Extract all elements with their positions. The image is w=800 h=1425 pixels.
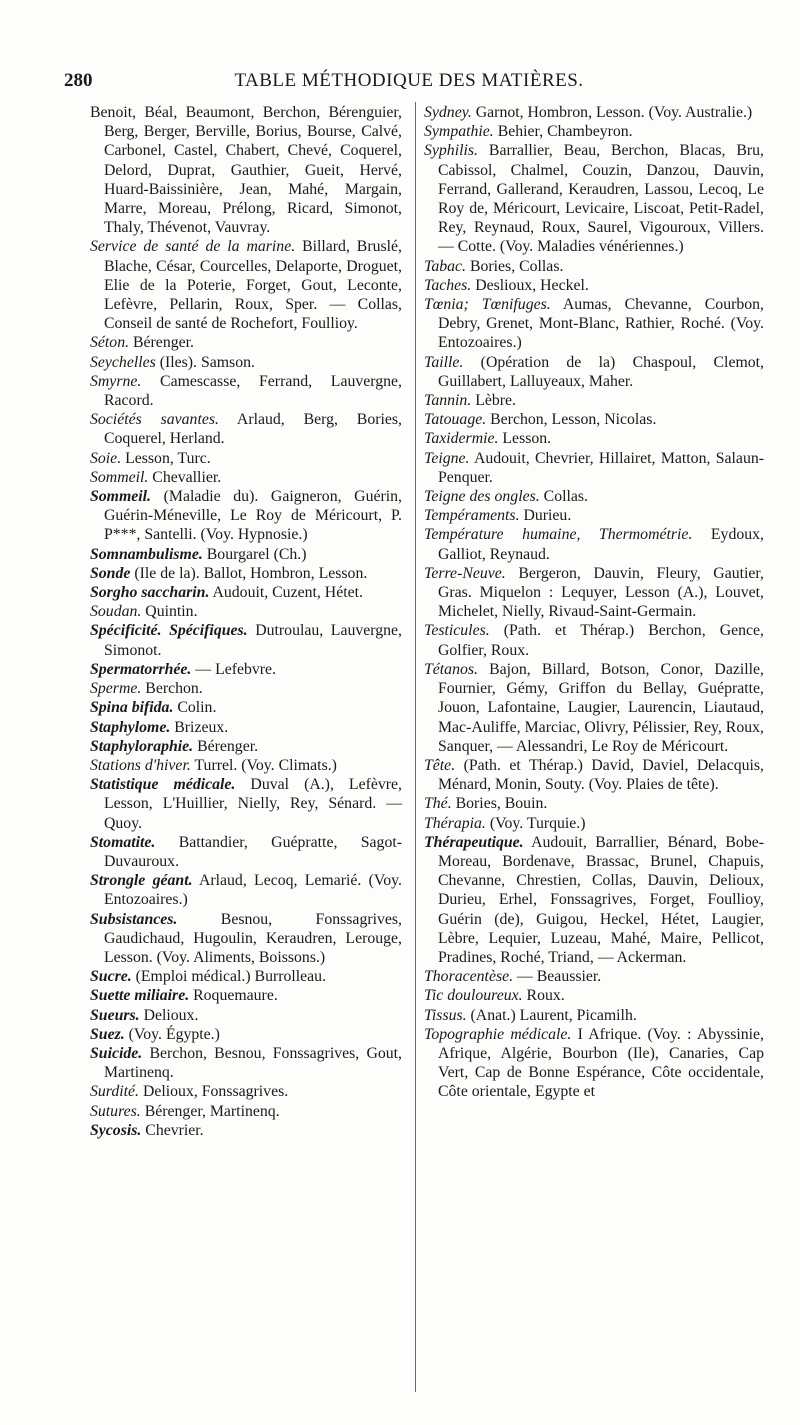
entry-text: Berchon. <box>141 680 203 698</box>
index-entry <box>424 410 764 429</box>
index-entry <box>90 756 402 775</box>
entry-heading: Thérapia. <box>424 814 486 832</box>
entry-heading: Séton. <box>90 334 130 352</box>
entry-heading: Sympathie. <box>424 123 494 141</box>
entry-text: (Maladie du). Gaigneron, Guérin, Guérin-Méneville, Le Roy de Méricourt, P. P***, Santelli. (Voy. Hypnosie.) <box>104 488 402 544</box>
entry-text: Deslioux, Heckel. <box>471 276 589 294</box>
entry-text: Benoit, Béal, Beaumont, Berchon, Bérenguier, Berg, Berger, Berville, Borius, Bourse, Calvé, Carbonel, Castel, Chabert, Chevé, Coquerel, Delord, Duprat, Gauthier, Gueit, Hervé, Huard-Baissinière, Jean, Mahé, Margain, Marre, Moreau, Prélong, Ricard, Simonot, Thaly, Thévenot, Vauvray. <box>90 104 402 237</box>
entry-heading: Tabac. <box>424 257 466 275</box>
entry-text: Bergeron, Dauvin, Fleury, Gautier, Gras. Miquelon : Lequyer, Lesson (A.), Louvet, Michelet, Nielly, Rivaud-Saint-Germain. <box>438 564 764 621</box>
entry-text: Roquemaure. <box>189 987 278 1005</box>
left-column <box>90 103 402 1140</box>
index-entry <box>424 621 764 659</box>
entry-text: Lesson. <box>498 430 552 448</box>
entry-text: Roux. <box>522 987 565 1005</box>
index-entry <box>424 353 764 391</box>
entry-heading: Terre-Neuve. <box>424 564 506 582</box>
entry-text: Bérenger, Martinenq. <box>140 1102 280 1120</box>
entry-text: Arlaud, Lecoq, Lemarié. (Voy. Entozoaires.) <box>104 872 402 909</box>
index-entry <box>424 276 764 295</box>
entry-heading: Taille. <box>424 353 464 371</box>
index-entry <box>424 391 764 410</box>
entry-text: Delioux, Fonssagrives. <box>139 1083 289 1101</box>
entry-heading: Sorgho saccharin. <box>90 584 210 602</box>
index-entry <box>90 1044 402 1082</box>
entry-heading: Température humaine, Thermométrie. <box>424 526 693 544</box>
index-entry <box>90 986 402 1005</box>
index-entry <box>90 545 402 564</box>
entry-text: Garnot, Hombron, Lesson. (Voy. Australie.) <box>471 104 753 121</box>
entry-heading: Subsistances. <box>90 910 178 928</box>
index-entry <box>90 103 402 237</box>
entry-text: Audouit, Barrallier, Bénard, Bobe-Moreau, Bordenave, Brassac, Brunel, Chapuis, Chevanne, Chrestien, Collas, Dauvin, Delioux, Durieu, Erhel, Fonssagrives, Forget, Foullioy, Guérin (de), Guigou, Heckel, Hétet, Laugier, Lèbre, Lequier, Luzeau, Mahé, Maire, Pellicot, Pradines, Roché, Triand, — Ackerman. <box>438 833 764 966</box>
entry-heading: Syphilis. <box>424 142 478 160</box>
index-entry <box>90 679 402 698</box>
entry-heading: Surdité. <box>90 1083 139 1101</box>
entry-heading: Tœnia; Tœnifuges. <box>424 296 551 314</box>
index-entry <box>90 1082 402 1101</box>
index-entry <box>424 429 764 448</box>
entry-text: Arlaud, Berg, Bories, Coquerel, Herland. <box>104 411 402 448</box>
entry-heading: Spécificité. Spécifiques. <box>90 622 248 640</box>
index-entry <box>90 237 402 333</box>
entry-heading: Sycosis. <box>90 1121 142 1139</box>
entry-heading: Suette miliaire. <box>90 987 190 1005</box>
entry-text: Durieu. <box>519 507 572 525</box>
entry-text: Audouit, Chevrier, Hillairet, Matton, Salaun-Penquer. <box>438 449 764 486</box>
entry-text: Brizeux. <box>170 718 229 736</box>
entry-text: (Voy. Turquie.) <box>485 814 586 832</box>
entry-heading: Spermatorrhée. <box>90 660 192 678</box>
index-entry <box>424 660 764 756</box>
entry-text: Bourgarel (Ch.) <box>202 545 307 563</box>
index-entry <box>424 525 764 563</box>
entry-heading: Thoracentèse. <box>424 968 514 986</box>
index-entry <box>424 103 764 122</box>
entry-heading: Thérapeutique. <box>424 833 524 851</box>
entry-heading: Suicide. <box>90 1044 143 1062</box>
index-entry <box>90 1121 402 1140</box>
index-entry <box>90 449 402 468</box>
index-entry <box>90 468 402 487</box>
entry-heading: Statistique médicale. <box>90 776 236 794</box>
index-entry <box>424 506 764 525</box>
entry-heading: Stations d'hiver. <box>90 756 191 774</box>
entry-heading: Staphyloraphie. <box>90 737 194 755</box>
entry-heading: Taxidermie. <box>424 430 499 448</box>
index-entry <box>424 449 764 487</box>
entry-text: Camescasse, Ferrand, Lauvergne, Racord. <box>104 372 402 410</box>
entry-heading: Teigne. <box>424 449 470 467</box>
running-title: TABLE MÉTHODIQUE DES MATIÈRES. <box>234 70 584 91</box>
entry-heading: Thé. <box>424 795 452 813</box>
entry-text: (Anat.) Laurent, Picamilh. <box>466 1006 637 1024</box>
index-entry <box>90 333 402 352</box>
entry-heading: Testicules. <box>424 622 490 640</box>
index-entry <box>90 967 402 986</box>
entry-heading: Topographie médicale. <box>424 1025 572 1043</box>
entry-text: (Ile de la). Ballot, Hombron, Lesson. <box>130 564 368 582</box>
entry-heading: Sutures. <box>90 1102 141 1120</box>
index-entry <box>90 698 402 717</box>
index-entry <box>90 410 402 448</box>
index-entry <box>90 718 402 737</box>
page-number: 280 <box>64 70 93 91</box>
index-entry <box>424 122 764 141</box>
index-entry <box>90 775 402 833</box>
index-entry <box>90 583 402 602</box>
entry-text: Eydoux, Galliot, Reynaud. <box>438 526 764 563</box>
index-entry <box>90 833 402 871</box>
entry-text: Turrel. (Voy. Climats.) <box>190 756 337 774</box>
right-column <box>424 103 764 1102</box>
entry-text: Audouit, Cuzent, Hétet. <box>209 584 363 602</box>
entry-heading: Soie. <box>90 449 122 467</box>
index-entry <box>90 1006 402 1025</box>
entry-heading: Service de santé de la marine. <box>90 238 296 256</box>
entry-text: Chevrier. <box>141 1121 204 1139</box>
entry-text: Lesson, Turc. <box>121 449 211 467</box>
entry-heading: Suez. <box>90 1025 125 1043</box>
index-entry <box>424 1025 764 1102</box>
entry-heading: Sommeil. <box>90 468 149 486</box>
entry-heading: Stomatite. <box>90 833 156 851</box>
index-entry <box>90 1102 402 1121</box>
entry-text: Lèbre. <box>471 392 517 410</box>
index-entry <box>424 141 764 256</box>
entry-heading: Teigne des ongles. <box>424 488 540 506</box>
entry-heading: Sonde <box>90 564 131 582</box>
entry-text: (Iles). Samson. <box>155 353 255 371</box>
column-divider <box>415 102 416 1392</box>
entry-heading: Seychelles <box>90 353 156 371</box>
entry-text: Chevallier. <box>148 468 222 486</box>
entry-text: Barrallier, Beau, Berchon, Blacas, Bru, Cabissol, Chalmel, Couzin, Danzou, Dauvin, Ferrand, Gallerand, Keraudren, Lassou, Lecoq, Le Roy de, Méricourt, Levicaire, Liscoat, Petit-Radel, Rey, Reynaud, Roux, Saurel, Vigouroux, Villers. — Cotte. (Voy. Maladies vénériennes.) <box>438 142 764 256</box>
entry-text: (Voy. Égypte.) <box>124 1025 220 1043</box>
entry-heading: Somnambulisme. <box>90 545 203 563</box>
entry-text: Bérenger. <box>129 334 194 352</box>
index-entry <box>90 353 402 372</box>
entry-text: I Afrique. (Voy. : Abyssinie, Afrique, Algérie, Bourbon (Ile), Canaries, Cap Vert, Cap de Bonne Espérance, Côte occidentale, Côte orientale, Egypte et <box>438 1025 764 1101</box>
entry-heading: Tatouage. <box>424 411 487 429</box>
index-entry <box>424 986 764 1005</box>
entry-heading: Tétanos. <box>424 660 478 678</box>
entry-heading: Sucre. <box>90 968 132 986</box>
index-entry <box>424 564 764 622</box>
entry-text: Behier, Chambeyron. <box>493 123 633 141</box>
entry-text: Quintin. <box>141 603 198 621</box>
index-entry <box>424 756 764 794</box>
entry-text: Bérenger. <box>193 737 259 755</box>
entry-heading: Staphylome. <box>90 718 171 736</box>
index-entry <box>424 257 764 276</box>
index-entry <box>424 833 764 967</box>
entry-text: Collas. <box>539 488 588 506</box>
entry-text: — Lefebvre. <box>191 660 277 678</box>
entry-text: Bajon, Billard, Botson, Conor, Dazille, Fournier, Gémy, Griffon du Bellay, Guépratte, Jouon, Lafontaine, Laugier, Laurencin, Liautaud, Mac-Auliffe, Marciac, Olivry, Pélissier, Rey, Roux, Sanquer, — Alessandri, Le Roy de Méricourt. <box>438 660 764 755</box>
index-entry <box>90 487 402 545</box>
entry-text: Delioux. <box>139 1006 199 1024</box>
entry-text: Aumas, Chevanne, Courbon, Debry, Grenet, Mont-Blanc, Rathier, Roché. (Voy. Entozoaires.) <box>438 296 765 352</box>
entry-heading: Taches. <box>424 276 472 294</box>
entry-heading: Tête. <box>424 756 456 774</box>
entry-heading: Soudan. <box>90 603 142 621</box>
entry-text: (Emploi médical.) Burrolleau. <box>131 968 327 986</box>
entry-text: Dutroulau, Lauvergne, Simonot. <box>104 622 402 659</box>
entry-text: Billard, Bruslé, Blache, César, Courcelles, Delaporte, Droguet, Elie de la Poterie, Forget, Gout, Leconte, Lefèvre, Pellarin, Roux, Sper. — Collas, Conseil de santé de Rochefort, Foullioy. <box>104 238 402 333</box>
index-entry <box>90 871 402 909</box>
index-entry <box>424 1006 764 1025</box>
entry-heading: Spina bifida. <box>90 699 174 717</box>
entry-text: Colin. <box>173 699 217 717</box>
index-entry <box>424 814 764 833</box>
entry-text: Bories, Bouin. <box>451 795 548 813</box>
index-entry <box>90 1025 402 1044</box>
entry-heading: Tissus. <box>424 1006 467 1024</box>
entry-text: Duval (A.), Lefèvre, Lesson, L'Huillier, Nielly, Rey, Sénard. — Quoy. <box>104 776 402 832</box>
entry-heading: Tannin. <box>424 392 472 410</box>
entry-heading: Sueurs. <box>90 1006 140 1024</box>
entry-heading: Sperme. <box>90 680 142 698</box>
entry-text: Berchon, Lesson, Nicolas. <box>486 411 657 429</box>
index-entry <box>424 967 764 986</box>
entry-heading: Sommeil. <box>90 488 151 506</box>
entry-heading: Tic douloureux. <box>424 987 523 1005</box>
index-entry <box>90 372 402 410</box>
entry-text: (Path. et Thérap.) Berchon, Gence, Golfier, Roux. <box>438 622 764 659</box>
entry-text: Bories, Collas. <box>466 257 564 275</box>
entry-text: Besnou, Fonssagrives, Gaudichaud, Hugoulin, Keraudren, Lerouge, Lesson. (Voy. Aliments, Boissons.) <box>104 910 402 966</box>
entry-text: Berchon, Besnou, Fonssagrives, Gout, Martinenq. <box>104 1044 402 1082</box>
index-entry <box>90 621 402 659</box>
index-entry <box>90 602 402 621</box>
index-entry <box>424 794 764 813</box>
index-entry <box>90 737 402 756</box>
index-entry <box>90 564 402 583</box>
entry-heading: Tempéraments. <box>424 507 520 525</box>
entry-text: Battandier, Guépratte, Sagot-Duvauroux. <box>104 833 402 870</box>
index-entry <box>90 910 402 968</box>
entry-heading: Sydney. <box>424 104 472 121</box>
entry-heading: Strongle géant. <box>90 872 193 890</box>
index-entry <box>424 295 764 353</box>
index-entry <box>90 660 402 679</box>
entry-text: — Beaussier. <box>513 968 602 986</box>
index-entry <box>424 487 764 506</box>
entry-heading: Smyrne. <box>90 372 142 390</box>
page-header <box>64 70 754 100</box>
entry-heading: Sociétés savantes. <box>90 411 219 429</box>
entry-text: (Opération de la) Chaspoul, Clemot, Guillabert, Lalluyeaux, Maher. <box>438 353 764 390</box>
entry-text: (Path. et Thérap.) David, Daviel, Delacquis, Ménard, Monin, Souty. (Voy. Plaies de tête). <box>438 756 764 794</box>
